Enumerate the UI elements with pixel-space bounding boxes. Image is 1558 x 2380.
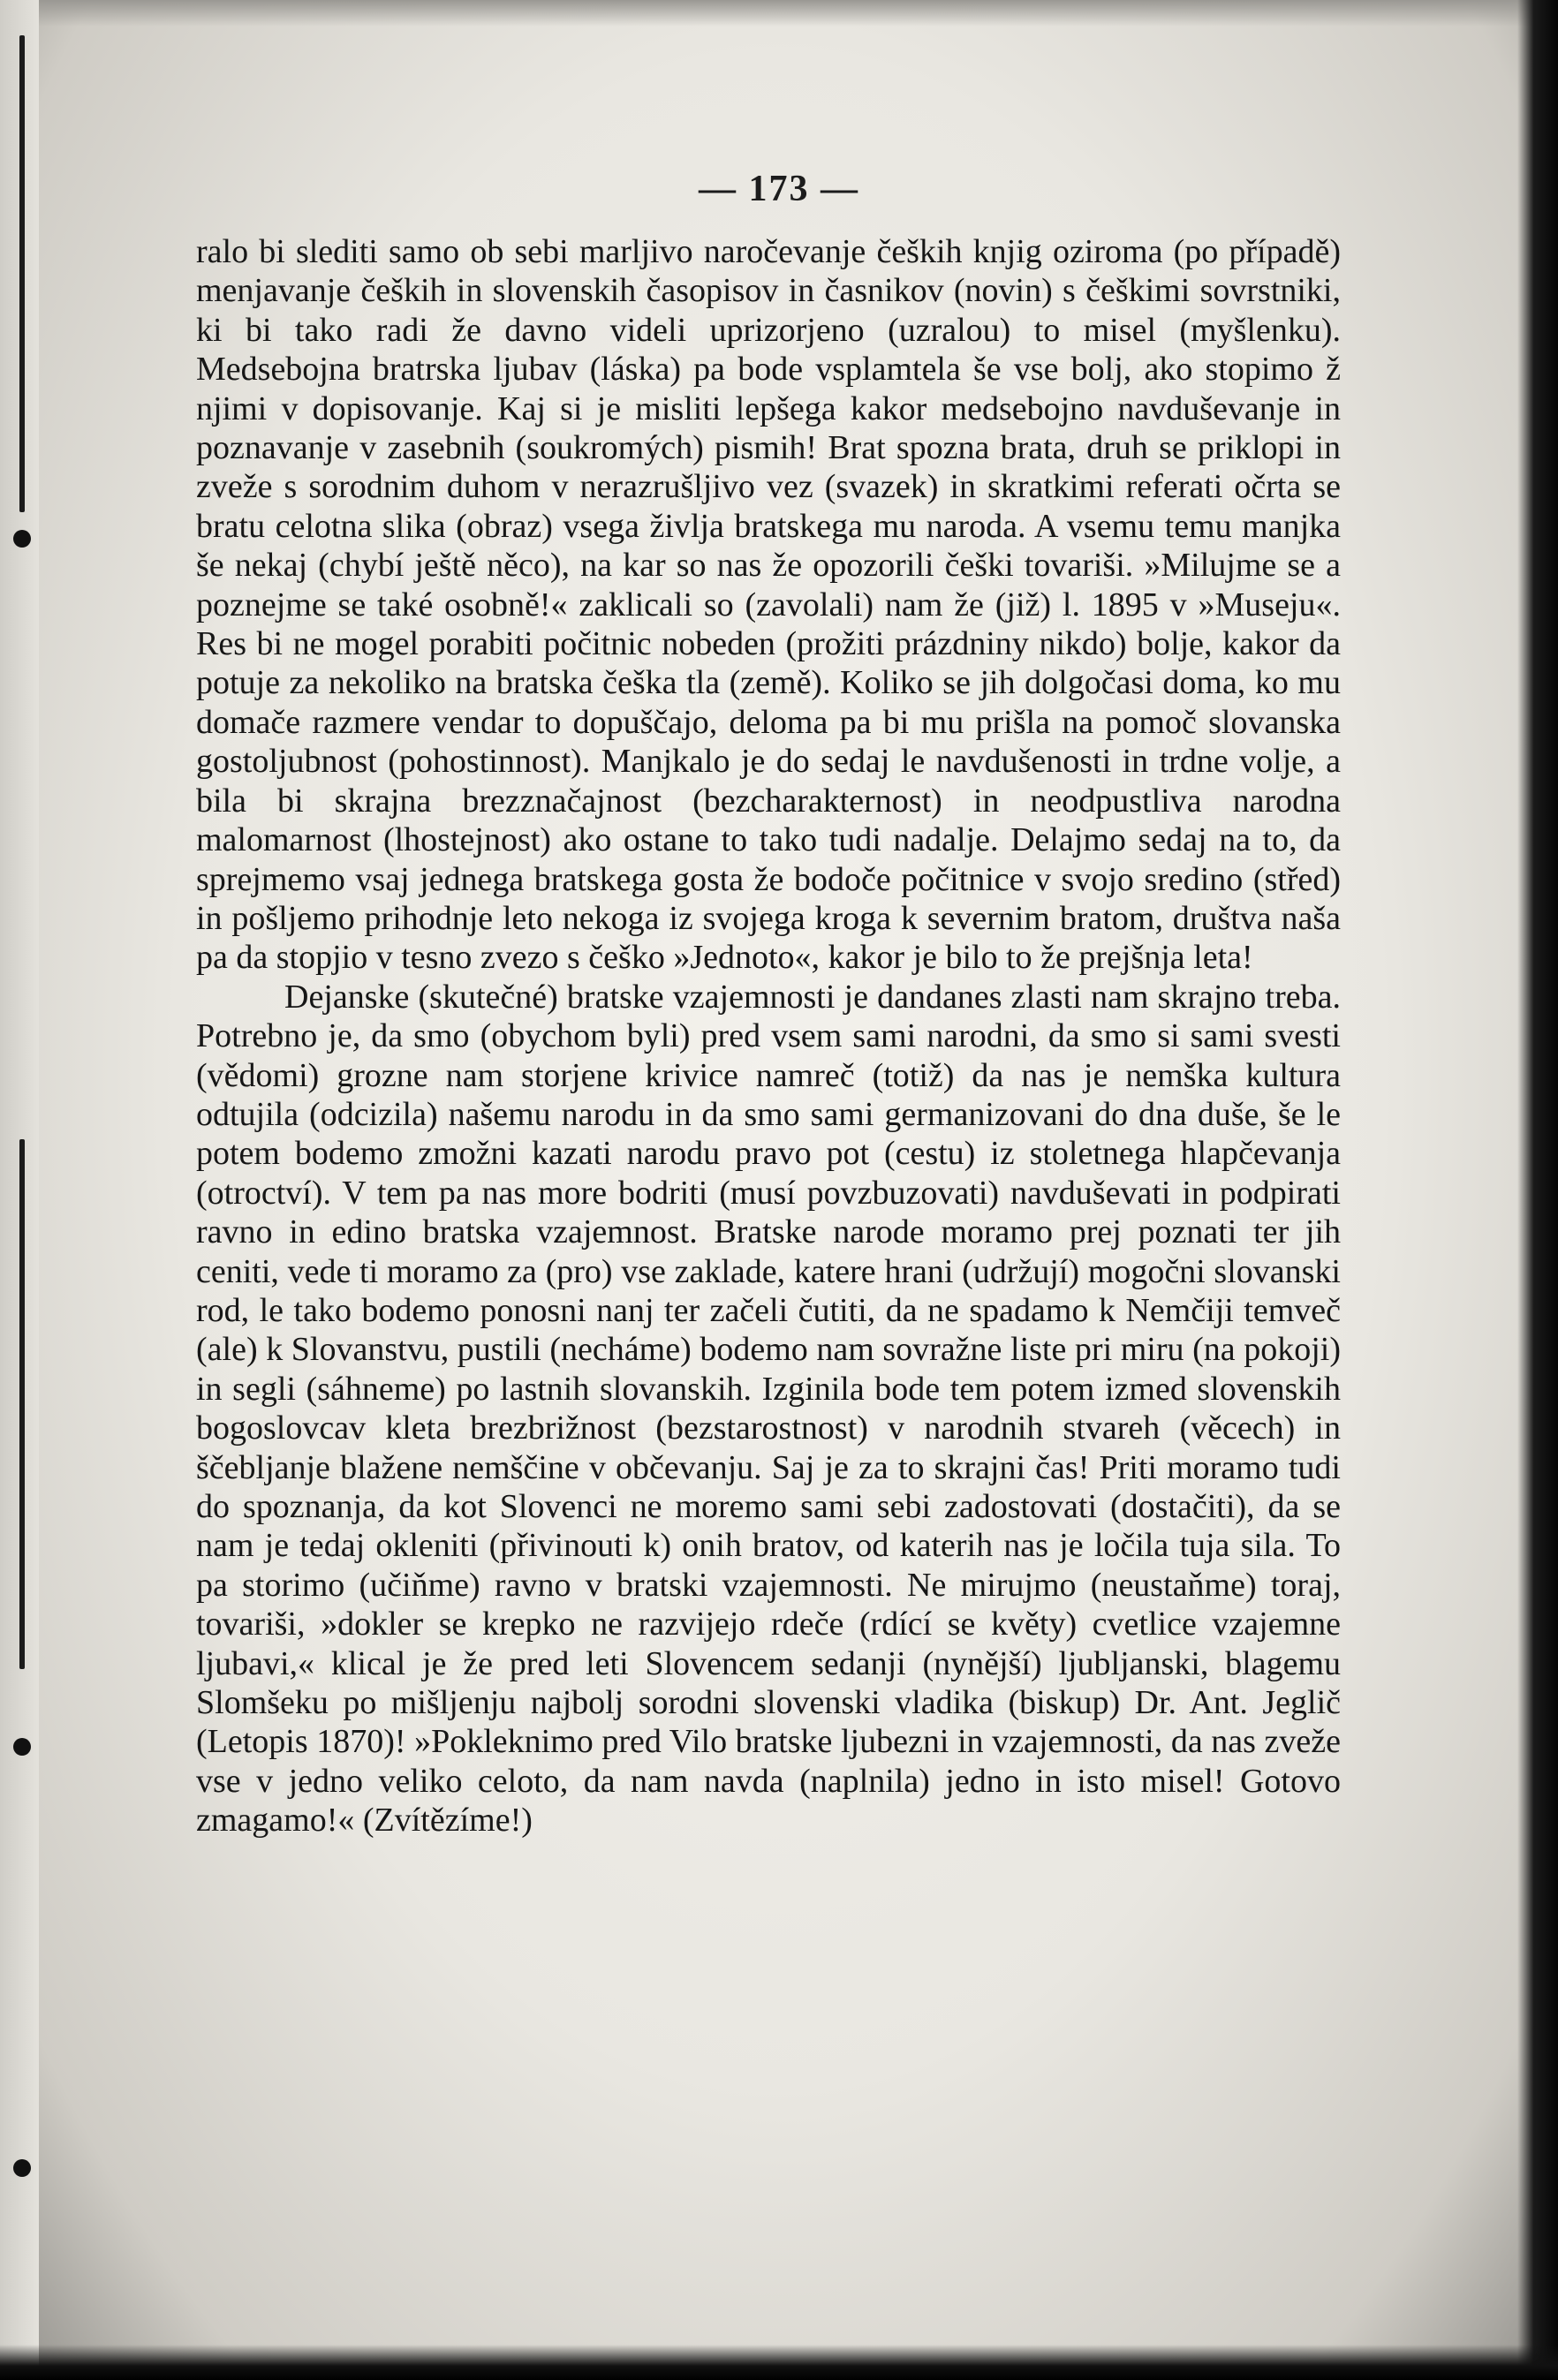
binding-rule <box>19 1139 25 1669</box>
binding-mark <box>13 2159 31 2177</box>
binding-margin <box>0 0 39 2380</box>
body-text <box>196 232 1341 1840</box>
paragraph: ralo bi slediti samo ob sebi marljivo naročevanje čeških knjig oziroma (po případě) menjavanje čeških in slovenskih časopisov in časnikov (novin) s češkimi sovrstniki, ki bi tako radi že davno videli uprizorjeno (uzralou) to misel (myšlenku). Medsebojna bratrska ljubav (láska) pa bode vsplamtela še vse bolj, ako stopimo ž njimi v dopisovanje. Kaj si je misliti lepšega kakor medsebojno navduševanje in poznavanje v zasebnih (soukromých) pismih! Brat spozna brata, druh se priklopi in zveže s sorodnim duhom v nerazrušljivo vez (svazek) in skratkimi referati očrta se bratu celotna slika (obraz) vsega življa bratskega mu naroda. A vsemu temu manjka še nekaj (chybí ještě něco), na kar so nas že opozorili češki tovariši. »Milujme se a poznejme se také osobně!« zaklicali so (zavolali) nam že (již) l. 1895 v »Museju«. Res bi ne mogel porabiti počitnic nobeden (prožiti prázdniny nikdo) bolje, kakor da potuje za nekoliko na bratska češka tla (země). Koliko se jih dolgočasi doma, ko mu domače razmere vendar to dopuščajo, deloma pa bi mu prišla na pomoč slovanska gostoljubnost (pohostinnost). Manjkalo je do sedaj le navdušenosti in trdne volje, a bila bi skrajna brezznačajnost (bezcharakternost) in neodpustliva narodna malomarnost (lhostejnost) ako ostane to tako tudi nadalje. Delajmo sedaj na to, da sprejmemo vsaj jednega bratskega gosta že bodoče počitnice v svojo sredino (střed) in pošljemo prihodnje leto nekoga iz svojega kroga k severnim bratom, društva naša pa da stopjio v tesno zvezo s češko »Jednoto«, kakor je bilo to že prejšnja leta! <box>196 233 1341 977</box>
paragraph: Dejanske (skutečné) bratske vzajemnosti je dandanes zlasti nam skrajno treba. Potrebno je, da smo (obychom byli) pred vsem sami narodni, da smo si sami svesti (vědomi) grozne nam storjene krivice namreč (totiž) da nas je nemška kultura odtujila (odcizila) našemu narodu in da smo sami germanizovani do dna duše, še le potem bodemo zmožni kazati narodu pravo pot (cestu) iz stoletnega hlapčevanja (otroctví). V tem pa nas more bodriti (musí povzbuzovati) navduševati in podpirati ravno in edino bratska vzajemnost. Bratske narode moramo prej poznati ter jih ceniti, vede ti moramo za (pro) vse zaklade, katere hrani (udržují) mogočni slovanski rod, le tako bodemo ponosni nanj ter začeli čutiti, da ne spadamo k Nemčiji temveč (ale) k Slovanstvu, pustili (necháme) bodemo nam sovražne liste pri miru (na pokoji) in segli (sáhneme) po lastnih slovanskih. Izginila bode tem potem izmed slovenskih bogoslovcav kleta brezbrižnost (bezstarostnost) v narodnih stvareh (věcech) in ščebljanje blažene nemščine v občevanju. Saj je za to skrajni čas! Priti moramo tudi do spoznanja, da kot Slovenci ne moremo sami sebi zadostovati (dostačiti), da se nam je tedaj okleniti (přivinouti k) onih bratov, od katerih nas je ločila tuja sila. To pa storimo (učiňme) ravno v bratski vzajemnosti. Ne mirujmo (neustaňme) toraj, tovariši, »dokler se krepko ne razvijejo rdeče (rdící se květy) cvetlice vzajemne ljubavi,« klical je že pred leti Slovencem sedanji (nynější) ljubljanski, blagemu Slomšeku po mišljenju najbolj sorodni slovenski vladika (biskup) Dr. Ant. Jeglič (Letopis 1870)! »Pokleknimo pred Vilo bratske ljubezni in vzajemnosti, da nas zveže vse v jedno veliko celoto, da nam navda (naplnila) jedno in isto misel! Gotovo zmagamo!« (Zvítězíme!) <box>196 978 1341 1840</box>
binding-mark <box>13 530 31 548</box>
page-number: — 173 — <box>699 169 859 209</box>
page-right-shadow <box>1517 0 1558 2380</box>
page-top-shadow <box>0 0 1558 26</box>
binding-mark <box>13 1738 31 1756</box>
binding-rule <box>19 35 25 512</box>
page-bottom-shadow <box>0 2345 1558 2380</box>
